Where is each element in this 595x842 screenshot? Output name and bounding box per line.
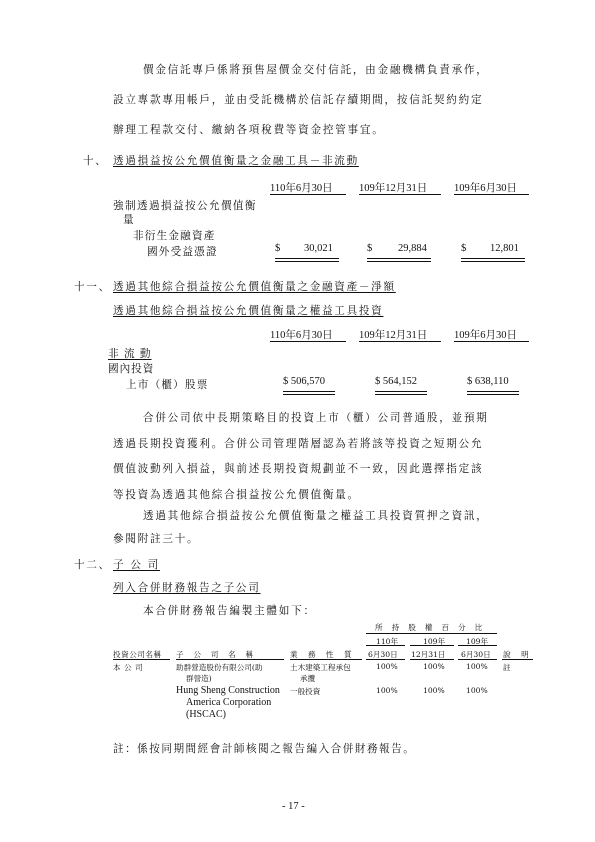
sec10-total-rule-3 — [461, 258, 525, 262]
sec10-col-header-1: 110年6月30日 — [270, 183, 333, 194]
sec11-item-label: 上市（櫃）股票 — [126, 379, 209, 391]
sec10-title: 透過損益按公允價值衡量之金融工具－非流動 — [113, 155, 359, 167]
table-col-period3-year: 109年 — [466, 637, 489, 646]
sec11-title: 透過其他綜合損益按公允價值衡量之金融資產－淨額 — [113, 281, 396, 293]
sec11-para2-line2: 參閱附註三十。 — [113, 533, 200, 545]
table-col-period2-year: 109年 — [423, 637, 446, 646]
sec11-category: 非 流 動 — [108, 348, 152, 360]
sec11-total-rule-2 — [375, 391, 427, 395]
sec10-currency-1: $ — [275, 243, 281, 254]
sec11-header-rule-1 — [270, 341, 346, 342]
sec10-total-rule-2 — [367, 258, 431, 262]
trust-para-line1: 價金信託專戶係將預售屋價金交付信託，由金融機構負責承作， — [143, 64, 489, 76]
table-row1-pct-3: 100% — [466, 662, 488, 671]
table-investor-rule — [113, 659, 170, 660]
sec10-category-line1: 強制透過損益按公允價值衡 — [113, 200, 257, 212]
table-col-period1-date: 6月30日 — [368, 650, 398, 659]
table-row1-pct-1: 100% — [376, 662, 398, 671]
sec11-subtitle: 透過其他綜合損益按公允價值衡量之權益工具投資 — [113, 305, 384, 317]
sec12-title: 子 公 司 — [113, 559, 161, 571]
sec10-value-3: 12,801 — [490, 243, 519, 254]
table-row2-name-line1: Hung Sheng Construction — [176, 685, 280, 696]
table-row1-business-line2: 承攬 — [300, 674, 316, 683]
sec10-currency-2: $ — [367, 243, 373, 254]
table-row1-pct-2: 100% — [423, 662, 445, 671]
table-row1-name-line2: 群營造) — [186, 674, 212, 683]
table-row1-note: 註 — [503, 663, 511, 672]
sec10-total-rule-1 — [275, 258, 339, 262]
table-header-group: 所 持 股 權 百 分 比 — [375, 623, 486, 632]
trust-para-line3: 辦理工程款交付、繳納各項稅費等資金控管事宜。 — [113, 124, 385, 136]
sec10-currency-3: $ — [461, 243, 467, 254]
table-col-business: 業 務 性 質 — [290, 650, 353, 659]
sec12-intro: 本合併財務報告編製主體如下： — [143, 605, 316, 617]
sec12-subtitle: 列入合併財務報告之子公司 — [113, 582, 261, 594]
table-subsidiary-rule — [176, 659, 284, 660]
sec11-value-1: $ 506,570 — [283, 376, 325, 387]
sec11-para1-line3: 價值波動列入損益，與前述長期投資規劃並不一致，因此選擇指定該 — [113, 463, 484, 475]
table-row1-business-line1: 土木建築工程承包 — [290, 663, 351, 672]
sec10-value-1: 30,021 — [304, 243, 333, 254]
sec10-category-line2: 量 — [123, 214, 136, 226]
table-period2-rule — [410, 659, 454, 660]
table-period1-rule — [366, 659, 405, 660]
sec12-footnote: 註：係按同期間經會計師核閱之報告編入合併財務報告。 — [113, 743, 416, 755]
table-business-rule — [290, 659, 362, 660]
sec11-para1-line2: 透過長期投資獲利。合併公司管理階層認為若將該等投資之短期公允 — [113, 438, 484, 450]
sec11-value-3: $ 638,110 — [467, 376, 509, 387]
sec11-number: 十一、 — [74, 281, 111, 293]
table-col-period2-date: 12月31日 — [411, 650, 446, 659]
table-col-period3-date: 6月30日 — [461, 650, 491, 659]
table-row2-pct-2: 100% — [423, 686, 445, 695]
sec12-number: 十二、 — [74, 559, 111, 571]
table-col-subsidiary: 子 公 司 名 稱 — [176, 650, 255, 659]
table-row2-name-line3: (HSCAC) — [186, 709, 227, 720]
sec11-header-rule-3 — [454, 341, 529, 342]
trust-para-line2: 設立專款專用帳戶，並由受託機構於信託存續期間，按信託契約約定 — [113, 94, 484, 106]
table-row2-business: 一般投資 — [290, 687, 321, 696]
table-col-investor: 投資公司名稱 — [113, 650, 162, 659]
table-period3-rule — [458, 659, 497, 660]
table-note-rule — [502, 659, 533, 660]
sec10-item-label: 國外受益憑證 — [147, 246, 218, 258]
sec11-value-2: $ 564,152 — [375, 376, 417, 387]
sec10-header-rule-1 — [270, 194, 346, 195]
sec10-header-rule-2 — [359, 194, 441, 195]
table-row2-pct-1: 100% — [376, 686, 398, 695]
sec11-header-rule-2 — [359, 341, 441, 342]
table-col-note: 說 明 — [503, 650, 531, 659]
sec11-col-header-1: 110年6月30日 — [270, 330, 333, 341]
table-col-period1-year: 110年 — [376, 637, 399, 646]
table-header-group-rule — [366, 633, 497, 634]
sec11-col-header-3: 109年6月30日 — [454, 330, 517, 341]
sec11-subcategory: 國內投資 — [108, 363, 155, 375]
page-number: - 17 - — [282, 801, 305, 812]
sec11-para1-line1: 合併公司依中長期策略目的投資上市（櫃）公司普通股，並預期 — [143, 412, 489, 424]
sec11-para1-line4: 等投資為透過其他綜合損益按公允價值衡量。 — [113, 489, 360, 501]
sec11-total-rule-3 — [467, 391, 519, 395]
table-period3-year-rule — [458, 645, 497, 646]
sec10-subcategory: 非衍生金融資產 — [133, 230, 216, 242]
sec11-total-rule-1 — [283, 391, 335, 395]
table-row2-name-line2: America Corporation — [186, 697, 272, 708]
table-period2-year-rule — [410, 645, 454, 646]
table-period1-year-rule — [366, 645, 405, 646]
sec10-col-header-3: 109年6月30日 — [454, 183, 517, 194]
sec10-value-2: 29,884 — [398, 243, 427, 254]
table-row1-investor: 本 公 司 — [113, 663, 144, 672]
table-row1-name-line1: 助群營造股份有限公司(助 — [176, 663, 263, 672]
sec11-para2-line1: 透過其他綜合損益按公允價值衡量之權益工具投資質押之資訊， — [143, 510, 489, 522]
table-row2-pct-3: 100% — [466, 686, 488, 695]
sec10-number: 十、 — [83, 155, 108, 167]
sec11-col-header-2: 109年12月31日 — [359, 330, 428, 341]
sec10-col-header-2: 109年12月31日 — [359, 183, 428, 194]
sec10-header-rule-3 — [454, 194, 529, 195]
